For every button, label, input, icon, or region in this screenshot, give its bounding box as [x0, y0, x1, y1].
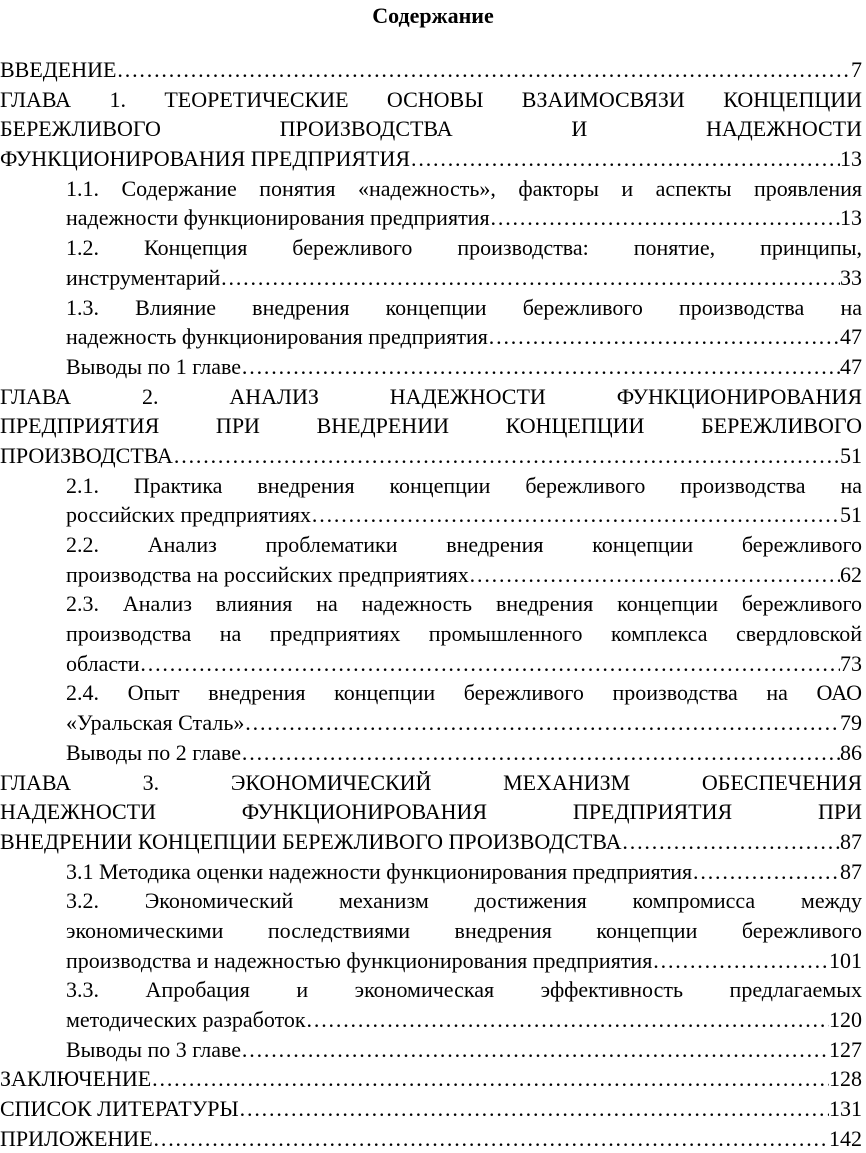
toc-entry[interactable] [0, 1094, 862, 1124]
toc-entry-last-line [0, 1064, 862, 1094]
toc-entry[interactable] [66, 857, 862, 887]
toc-entry[interactable] [0, 768, 862, 857]
page-number: 51 [840, 442, 862, 468]
toc-entry-last-line [66, 322, 862, 352]
dot-leader [652, 946, 829, 976]
toc-entry[interactable] [66, 530, 862, 589]
toc-entry-line: производства на предприятиях промышленного комплекса свердловской [66, 621, 862, 647]
toc-entry-line: НАДЕЖНОСТИ ФУНКЦИОНИРОВАНИЯ ПРЕДПРИЯТИЯ ПРИ [0, 799, 862, 825]
dot-leader [241, 352, 840, 382]
page-number: 101 [829, 947, 862, 973]
toc-entry-last-line [66, 738, 862, 768]
toc-entry-line: экономическими последствиями внедрения концепции бережливого [66, 917, 862, 943]
toc-entry-last-line [0, 55, 862, 85]
toc-entry-line: ГЛАВА 2. АНАЛИЗ НАДЕЖНОСТИ ФУНКЦИОНИРОВАНИЯ [0, 383, 862, 409]
dot-leader [311, 500, 840, 530]
toc-entry-title: 3.1 Методика оценки надежности функционирования предприятия [66, 858, 693, 884]
toc-entry-title: российских предприятиях [66, 502, 311, 528]
dot-leader [220, 263, 840, 293]
toc-entry[interactable] [66, 471, 862, 530]
dot-leader [244, 708, 840, 738]
toc-entry-last-line [66, 500, 862, 530]
toc-entry-last-line [66, 946, 862, 976]
toc-entry[interactable] [66, 678, 862, 737]
toc-entry-line: 2.2. Анализ проблематики внедрения концепции бережливого [66, 532, 862, 557]
toc-entry-line: БЕРЕЖЛИВОГО ПРОИЗВОДСТВА И НАДЕЖНОСТИ [0, 116, 862, 142]
toc-entry-title: «Уральская Сталь» [66, 710, 245, 736]
page-number: 120 [829, 1007, 862, 1032]
toc-entry[interactable] [0, 382, 862, 471]
toc-entry-line: 1.1. Содержание понятия «надежность», факторы и аспекты проявления [66, 175, 862, 201]
toc-entry-title: надежность функционирования предприятия [66, 324, 488, 350]
toc-entry-last-line [0, 827, 862, 857]
page-number: 142 [829, 1125, 862, 1151]
toc-entry-title: ПРОИЗВОДСТВА [0, 442, 173, 468]
toc-entry-title: методических разработок [66, 1007, 306, 1032]
toc-entry-line: 1.2. Концепция бережливого производства: понятие, принципы, [66, 235, 862, 261]
toc-entry-last-line [66, 1035, 862, 1065]
toc-entry-last-line [0, 441, 862, 471]
toc-entry-line: 2.3. Анализ влияния на надежность внедрения концепции бережливого [66, 591, 862, 617]
dot-leader [692, 857, 840, 887]
toc-entry-line: ПРЕДПРИЯТИЯ ПРИ ВНЕДРЕНИИ КОНЦЕПЦИИ БЕРЕЖЛИВОГО [0, 413, 862, 439]
toc-entry-title: производства и надежностью функционирования предприятия [66, 947, 653, 973]
page-number: 87 [840, 828, 862, 854]
toc-entry-title: СПИСОК ЛИТЕРАТУРЫ [0, 1096, 239, 1122]
toc-entry-line: 3.3. Апробация и экономическая эффективность предлагаемых [66, 977, 862, 1003]
page-number: 62 [840, 561, 862, 587]
toc-entry-line: ГЛАВА 1. ТЕОРЕТИЧЕСКИЕ ОСНОВЫ ВЗАИМОСВЯЗИ КОНЦЕПЦИИ [0, 86, 862, 112]
toc-entry[interactable] [0, 1124, 862, 1153]
toc-entry-last-line [66, 1005, 862, 1035]
toc-entry-title: ФУНКЦИОНИРОВАНИЯ ПРЕДПРИЯТИЯ [0, 146, 411, 172]
toc-entry[interactable] [0, 85, 862, 174]
toc-entry-title: ВНЕДРЕНИИ КОНЦЕПЦИИ БЕРЕЖЛИВОГО ПРОИЗВОДСТВА [0, 828, 622, 854]
page-number: 33 [840, 264, 862, 290]
toc-entry[interactable] [0, 1064, 862, 1094]
dot-leader [621, 827, 840, 857]
toc-entry-line: 1.3. Влияние внедрения концепции бережливого производства на [66, 294, 862, 320]
toc-entry-title: ЗАКЛЮЧЕНИЕ [0, 1066, 152, 1092]
toc-entry-title: Выводы по 1 главе [66, 353, 241, 379]
toc-entry[interactable] [66, 174, 862, 233]
dot-leader [151, 1064, 829, 1094]
toc-entry-line: 2.4. Опыт внедрения концепции бережливого производства на ОАО [66, 680, 862, 706]
toc-entry-title: Выводы по 3 главе [66, 1036, 241, 1062]
dot-leader [241, 738, 840, 768]
toc-entry-title: области [66, 650, 140, 676]
page-number: 131 [829, 1096, 862, 1122]
dot-leader [241, 1035, 829, 1065]
toc-entry[interactable] [66, 352, 862, 382]
toc-entry-last-line [66, 263, 862, 293]
page-number: 127 [829, 1036, 862, 1062]
page-number: 128 [829, 1066, 862, 1092]
page-number: 47 [840, 353, 862, 379]
toc-entry-line: ГЛАВА 3. ЭКОНОМИЧЕСКИЙ МЕХАНИЗМ ОБЕСПЕЧЕНИЯ [0, 769, 862, 795]
toc-entry-last-line [66, 560, 862, 590]
toc-entry-last-line [0, 144, 862, 174]
toc-entry-last-line [0, 1094, 862, 1124]
page-number: 47 [840, 324, 862, 350]
page-number: 86 [840, 739, 862, 765]
dot-leader [153, 1124, 829, 1153]
table-of-contents [0, 55, 862, 1153]
toc-entry-last-line [0, 1124, 862, 1153]
page-number: 7 [851, 57, 862, 82]
toc-entry-line: 2.1. Практика внедрения концепции бережливого производства на [66, 472, 862, 498]
toc-entry[interactable] [66, 975, 862, 1034]
dot-leader [488, 322, 840, 352]
page-title: Содержание [372, 3, 494, 28]
toc-entry-last-line [66, 649, 862, 679]
toc-entry-title: ВВЕДЕНИЕ [0, 57, 117, 82]
toc-entry-line: 3.2. Экономический механизм достижения компромисса между [66, 888, 862, 914]
toc-entry-last-line [66, 857, 862, 887]
dot-leader [410, 144, 840, 174]
toc-entry[interactable] [66, 589, 862, 678]
page-number: 79 [840, 710, 862, 736]
page-number: 87 [840, 858, 862, 884]
toc-entry[interactable] [0, 55, 862, 85]
toc-entry[interactable] [66, 1035, 862, 1065]
dot-leader [140, 649, 840, 679]
toc-entry[interactable] [66, 886, 862, 975]
toc-entry[interactable] [66, 233, 862, 292]
page-number: 13 [840, 146, 862, 172]
toc-entry[interactable] [66, 293, 862, 352]
dot-leader [173, 441, 840, 471]
toc-entry-title: надежности функционирования предприятия [66, 205, 490, 231]
toc-entry-title: инструментарий [66, 264, 221, 290]
page-number: 13 [840, 205, 862, 231]
toc-entry-last-line [66, 203, 862, 233]
dot-leader [239, 1094, 829, 1124]
toc-entry-last-line [66, 708, 862, 738]
dot-leader [469, 560, 840, 590]
dot-leader [306, 1005, 829, 1035]
dot-leader [116, 55, 851, 85]
page-number: 51 [840, 502, 862, 528]
toc-entry-title: Выводы по 2 главе [66, 739, 241, 765]
page-number: 73 [840, 650, 862, 676]
toc-entry-last-line [66, 352, 862, 382]
toc-entry[interactable] [66, 738, 862, 768]
toc-entry-title: ПРИЛОЖЕНИЕ [0, 1125, 153, 1151]
toc-entry-title: производства на российских предприятиях [66, 561, 469, 587]
dot-leader [490, 203, 840, 233]
